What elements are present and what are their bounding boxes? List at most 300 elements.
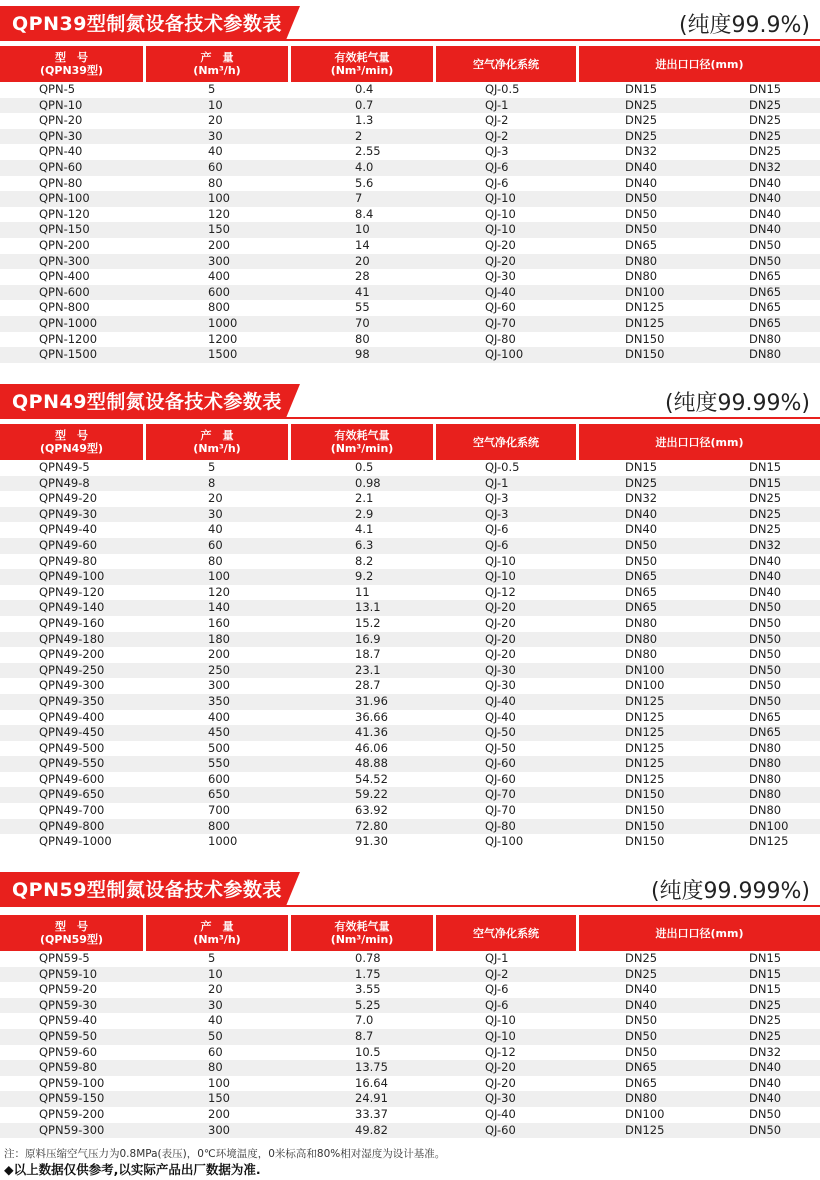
cell-consumption: 31.96 [355,693,388,708]
cell-purifier: QJ-10 [485,569,516,584]
cell-consumption: 24.91 [355,1091,388,1106]
section-title-bar [0,6,820,42]
cell-model: QPN59-30 [39,997,98,1012]
cell-port-out: DN50 [749,662,782,677]
cell-port-in: DN40 [625,175,658,190]
cell-consumption: 5.6 [355,175,374,190]
table-row [0,476,820,492]
cell-port-out: DN15 [749,460,782,474]
cell-output: 1000 [208,315,238,330]
table-header [0,46,820,82]
cell-consumption: 14 [355,237,370,252]
cell-consumption: 3.55 [355,982,381,997]
cell-port-out: DN65 [749,284,782,299]
cell-port-out: DN80 [749,740,782,755]
cell-output: 20 [208,113,223,128]
cell-consumption: 7 [355,191,363,206]
cell-purifier: QJ-20 [485,1060,516,1075]
cell-port-out: DN25 [749,128,782,143]
cell-consumption: 54.52 [355,771,388,786]
cell-output: 500 [208,740,230,755]
cell-purifier: QJ-3 [485,506,509,521]
cell-purifier: QJ-12 [485,1044,516,1059]
cell-port-out: DN40 [749,584,782,599]
cell-port-out: DN25 [749,506,782,521]
cell-output: 800 [208,300,230,315]
cell-consumption: 7.0 [355,1013,374,1028]
cell-purifier: QJ-40 [485,693,516,708]
cell-consumption: 4.1 [355,522,374,537]
cell-output: 300 [208,1122,230,1137]
table-row [0,694,820,710]
cell-consumption: 23.1 [355,662,381,677]
header-output: 产 量 (Nm³/h) [146,424,288,460]
footnote: 注：原料压缩空气压力为0.8MPa(表压)，0℃环境温度，0米标高和80%相对湿度为设计基准。 [4,1148,446,1160]
cell-model: QPN-1200 [39,331,98,346]
cell-port-in: DN65 [625,600,658,615]
cell-purifier: QJ-100 [485,347,524,362]
header-port: 进出口口径(mm) [579,46,820,82]
cell-port-in: DN32 [625,491,658,506]
cell-purifier: QJ-40 [485,709,516,724]
cell-model: QPN59-100 [39,1075,105,1090]
cell-purifier: QJ-1 [485,951,509,965]
cell-purifier: QJ-50 [485,725,516,740]
cell-model: QPN59-80 [39,1060,98,1075]
cell-port-in: DN50 [625,537,658,552]
table-row [0,491,820,507]
cell-port-out: DN80 [749,803,782,818]
cell-port-out: DN50 [749,237,782,252]
cell-port-in: DN65 [625,569,658,584]
cell-model: QPN49-8 [39,475,90,490]
cell-output: 200 [208,237,230,252]
cell-port-in: DN65 [625,1075,658,1090]
cell-port-in: DN15 [625,82,658,96]
cell-model: QPN-100 [39,191,90,206]
table-section-qpn39 [0,6,820,42]
cell-port-in: DN125 [625,771,665,786]
cell-purifier: QJ-20 [485,253,516,268]
cell-output: 80 [208,1060,223,1075]
cell-consumption: 41 [355,284,370,299]
cell-model: QPN-200 [39,237,90,252]
cell-port-in: DN150 [625,331,665,346]
cell-port-in: DN40 [625,997,658,1012]
cell-port-in: DN80 [625,647,658,662]
header-output: 产 量 (Nm³/h) [146,915,288,951]
cell-output: 120 [208,206,230,221]
header-model: 型 号 (QPN49型) [0,424,143,460]
cell-port-in: DN80 [625,253,658,268]
cell-port-in: DN80 [625,615,658,630]
table-row [0,600,820,616]
cell-consumption: 13.1 [355,600,381,615]
cell-output: 120 [208,584,230,599]
table-row [0,238,820,254]
table-row [0,269,820,285]
cell-port-in: DN50 [625,1028,658,1043]
cell-port-out: DN40 [749,1075,782,1090]
table-row [0,522,820,538]
cell-port-in: DN125 [625,315,665,330]
cell-purifier: QJ-60 [485,771,516,786]
header-purifier: 空气净化系统 [436,424,576,460]
cell-purifier: QJ-70 [485,315,516,330]
cell-port-out: DN50 [749,693,782,708]
cell-consumption: 0.5 [355,460,374,474]
cell-consumption: 0.98 [355,475,381,490]
cell-model: QPN59-5 [39,951,90,965]
cell-port-out: DN40 [749,206,782,221]
cell-port-in: DN100 [625,1106,665,1121]
cell-port-out: DN32 [749,537,782,552]
table-row [0,819,820,835]
cell-port-in: DN50 [625,191,658,206]
table-row [0,98,820,114]
cell-port-out: DN40 [749,191,782,206]
cell-port-in: DN25 [625,113,658,128]
cell-purifier: QJ-100 [485,834,524,849]
cell-model: QPN59-200 [39,1106,105,1121]
cell-model: QPN49-100 [39,569,105,584]
cell-output: 200 [208,1106,230,1121]
cell-consumption: 18.7 [355,647,381,662]
cell-output: 140 [208,600,230,615]
cell-model: QPN49-5 [39,460,90,474]
table-row [0,82,820,98]
cell-consumption: 98 [355,347,370,362]
cell-port-out: DN100 [749,818,789,833]
cell-purifier: QJ-0.5 [485,82,520,96]
cell-port-out: DN15 [749,82,782,96]
cell-consumption: 63.92 [355,803,388,818]
cell-port-out: DN32 [749,1044,782,1059]
cell-port-out: DN50 [749,1106,782,1121]
cell-model: QPN49-400 [39,709,105,724]
cell-purifier: QJ-70 [485,803,516,818]
cell-port-in: DN25 [625,475,658,490]
cell-consumption: 15.2 [355,615,381,630]
table-row [0,632,820,648]
table-row [0,300,820,316]
header-consumption: 有效耗气量 (Nm³/min) [291,424,433,460]
cell-consumption: 10.5 [355,1044,381,1059]
cell-purifier: QJ-12 [485,584,516,599]
cell-output: 60 [208,537,223,552]
header-purifier: 空气净化系统 [436,46,576,82]
cell-port-out: DN25 [749,522,782,537]
cell-output: 1500 [208,347,238,362]
cell-output: 100 [208,1075,230,1090]
cell-port-in: DN100 [625,678,665,693]
cell-port-out: DN25 [749,491,782,506]
table-row [0,538,820,554]
cell-purifier: QJ-2 [485,966,509,981]
cell-port-out: DN50 [749,678,782,693]
cell-output: 80 [208,553,223,568]
cell-purifier: QJ-2 [485,128,509,143]
cell-consumption: 28 [355,269,370,284]
cell-port-out: DN25 [749,997,782,1012]
cell-port-in: DN40 [625,522,658,537]
cell-consumption: 55 [355,300,370,315]
cell-consumption: 1.75 [355,966,381,981]
table-row [0,191,820,207]
cell-purifier: QJ-10 [485,191,516,206]
table-row [0,982,820,998]
cell-port-out: DN15 [749,951,782,965]
cell-port-in: DN65 [625,1060,658,1075]
cell-purifier: QJ-6 [485,997,509,1012]
cell-port-out: DN40 [749,175,782,190]
table-row [0,1060,820,1076]
cell-port-in: DN32 [625,144,658,159]
cell-output: 40 [208,1013,223,1028]
cell-purifier: QJ-1 [485,97,509,112]
header-consumption: 有效耗气量 (Nm³/min) [291,915,433,951]
table-row [0,285,820,301]
cell-consumption: 16.9 [355,631,381,646]
cell-model: QPN-5 [39,82,76,96]
cell-model: QPN49-40 [39,522,98,537]
table-row [0,710,820,726]
table-row [0,678,820,694]
cell-output: 1200 [208,331,238,346]
cell-output: 200 [208,647,230,662]
cell-output: 1000 [208,834,238,849]
table-row [0,507,820,523]
cell-model: QPN49-160 [39,615,105,630]
cell-port-out: DN32 [749,159,782,174]
cell-port-out: DN25 [749,113,782,128]
cell-port-out: DN40 [749,1060,782,1075]
table-row [0,347,820,363]
cell-model: QPN49-700 [39,803,105,818]
cell-purifier: QJ-40 [485,284,516,299]
cell-model: QPN-60 [39,159,83,174]
table-header [0,915,820,951]
table-row [0,144,820,160]
cell-output: 350 [208,693,230,708]
cell-output: 650 [208,787,230,802]
cell-purifier: QJ-6 [485,537,509,552]
cell-port-in: DN125 [625,725,665,740]
cell-purifier: QJ-6 [485,159,509,174]
table-body-qpn49 [0,460,820,850]
cell-consumption: 6.3 [355,537,374,552]
table-row [0,129,820,145]
cell-port-in: DN40 [625,159,658,174]
cell-model: QPN49-60 [39,537,98,552]
cell-port-in: DN125 [625,693,665,708]
cell-output: 5 [208,951,216,965]
cell-consumption: 8.7 [355,1028,374,1043]
cell-output: 5 [208,82,216,96]
cell-port-out: DN50 [749,615,782,630]
cell-consumption: 20 [355,253,370,268]
cell-model: QPN49-180 [39,631,105,646]
purity-label: (纯度99.999%) [650,879,810,904]
cell-port-out: DN80 [749,331,782,346]
cell-purifier: QJ-30 [485,269,516,284]
table-row [0,160,820,176]
header-purifier: 空气净化系统 [436,915,576,951]
table-row [0,772,820,788]
table-row [0,725,820,741]
cell-model: QPN59-10 [39,966,98,981]
cell-output: 50 [208,1028,223,1043]
cell-model: QPN49-350 [39,693,105,708]
cell-port-in: DN50 [625,206,658,221]
cell-output: 40 [208,522,223,537]
table-row [0,1045,820,1061]
table-row [0,741,820,757]
header-output: 产 量 (Nm³/h) [146,46,288,82]
cell-port-out: DN15 [749,982,782,997]
cell-port-out: DN40 [749,1091,782,1106]
cell-port-out: DN25 [749,1013,782,1028]
cell-port-in: DN125 [625,709,665,724]
cell-model: QPN49-300 [39,678,105,693]
cell-consumption: 70 [355,315,370,330]
cell-consumption: 13.75 [355,1060,388,1075]
cell-output: 20 [208,491,223,506]
cell-output: 60 [208,1044,223,1059]
table-row [0,569,820,585]
cell-purifier: QJ-60 [485,756,516,771]
cell-output: 250 [208,662,230,677]
cell-port-in: DN125 [625,300,665,315]
table-row [0,834,820,850]
cell-purifier: QJ-30 [485,678,516,693]
table-row [0,222,820,238]
cell-port-in: DN40 [625,506,658,521]
cell-port-in: DN125 [625,1122,665,1137]
table-section-qpn49 [0,384,820,420]
cell-port-in: DN50 [625,553,658,568]
cell-purifier: QJ-70 [485,787,516,802]
cell-port-in: DN80 [625,1091,658,1106]
cell-port-out: DN50 [749,647,782,662]
cell-model: QPN49-550 [39,756,105,771]
cell-output: 150 [208,1091,230,1106]
cell-model: QPN49-450 [39,725,105,740]
table-header [0,424,820,460]
cell-output: 10 [208,966,223,981]
cell-model: QPN49-800 [39,818,105,833]
cell-consumption: 0.78 [355,951,381,965]
cell-port-in: DN25 [625,951,658,965]
cell-purifier: QJ-50 [485,740,516,755]
cell-port-out: DN25 [749,1028,782,1043]
cell-port-out: DN80 [749,787,782,802]
cell-consumption: 41.36 [355,725,388,740]
cell-purifier: QJ-2 [485,113,509,128]
table-body-qpn39 [0,82,820,363]
cell-port-in: DN50 [625,222,658,237]
cell-model: QPN-20 [39,113,83,128]
cell-consumption: 8.4 [355,206,374,221]
cell-port-in: DN65 [625,237,658,252]
cell-output: 160 [208,615,230,630]
cell-consumption: 59.22 [355,787,388,802]
table-row [0,1123,820,1139]
table-row [0,951,820,967]
cell-output: 30 [208,997,223,1012]
cell-purifier: QJ-60 [485,1122,516,1137]
header-model: 型 号 (QPN59型) [0,915,143,951]
table-row [0,756,820,772]
cell-port-out: DN25 [749,97,782,112]
cell-output: 700 [208,803,230,818]
cell-output: 100 [208,191,230,206]
cell-port-in: DN125 [625,756,665,771]
cell-model: QPN49-140 [39,600,105,615]
cell-port-in: DN150 [625,347,665,362]
cell-model: QPN59-300 [39,1122,105,1137]
cell-port-out: DN50 [749,631,782,646]
table-row [0,207,820,223]
cell-port-out: DN50 [749,253,782,268]
cell-consumption: 49.82 [355,1122,388,1137]
cell-consumption: 36.66 [355,709,388,724]
cell-purifier: QJ-10 [485,206,516,221]
cell-model: QPN-150 [39,222,90,237]
cell-port-in: DN40 [625,982,658,997]
table-row [0,1091,820,1107]
cell-port-out: DN40 [749,553,782,568]
header-port: 进出口口径(mm) [579,424,820,460]
cell-consumption: 0.7 [355,97,374,112]
cell-consumption: 8.2 [355,553,374,568]
cell-consumption: 2.1 [355,491,374,506]
cell-port-out: DN40 [749,222,782,237]
cell-port-out: DN65 [749,725,782,740]
cell-purifier: QJ-3 [485,144,509,159]
cell-port-in: DN150 [625,803,665,818]
cell-model: QPN-40 [39,144,83,159]
table-body-qpn59 [0,951,820,1138]
table-row [0,1107,820,1123]
cell-port-in: DN150 [625,787,665,802]
cell-port-in: DN150 [625,834,665,849]
cell-model: QPN49-120 [39,584,105,599]
cell-port-out: DN65 [749,709,782,724]
cell-purifier: QJ-20 [485,237,516,252]
cell-model: QPN-10 [39,97,83,112]
cell-output: 600 [208,771,230,786]
table-row [0,787,820,803]
cell-purifier: QJ-6 [485,175,509,190]
cell-purifier: QJ-30 [485,1091,516,1106]
table-row [0,254,820,270]
cell-consumption: 0.4 [355,82,374,96]
cell-output: 300 [208,678,230,693]
cell-port-out: DN15 [749,475,782,490]
cell-model: QPN49-650 [39,787,105,802]
table-row [0,616,820,632]
cell-model: QPN-30 [39,128,83,143]
disclaimer: ◆以上数据仅供参考,以实际产品出厂数据为准. [4,1162,261,1177]
cell-port-out: DN80 [749,347,782,362]
cell-port-in: DN100 [625,662,665,677]
table-row [0,113,820,129]
cell-output: 180 [208,631,230,646]
cell-purifier: QJ-30 [485,662,516,677]
cell-model: QPN-400 [39,269,90,284]
cell-output: 400 [208,269,230,284]
